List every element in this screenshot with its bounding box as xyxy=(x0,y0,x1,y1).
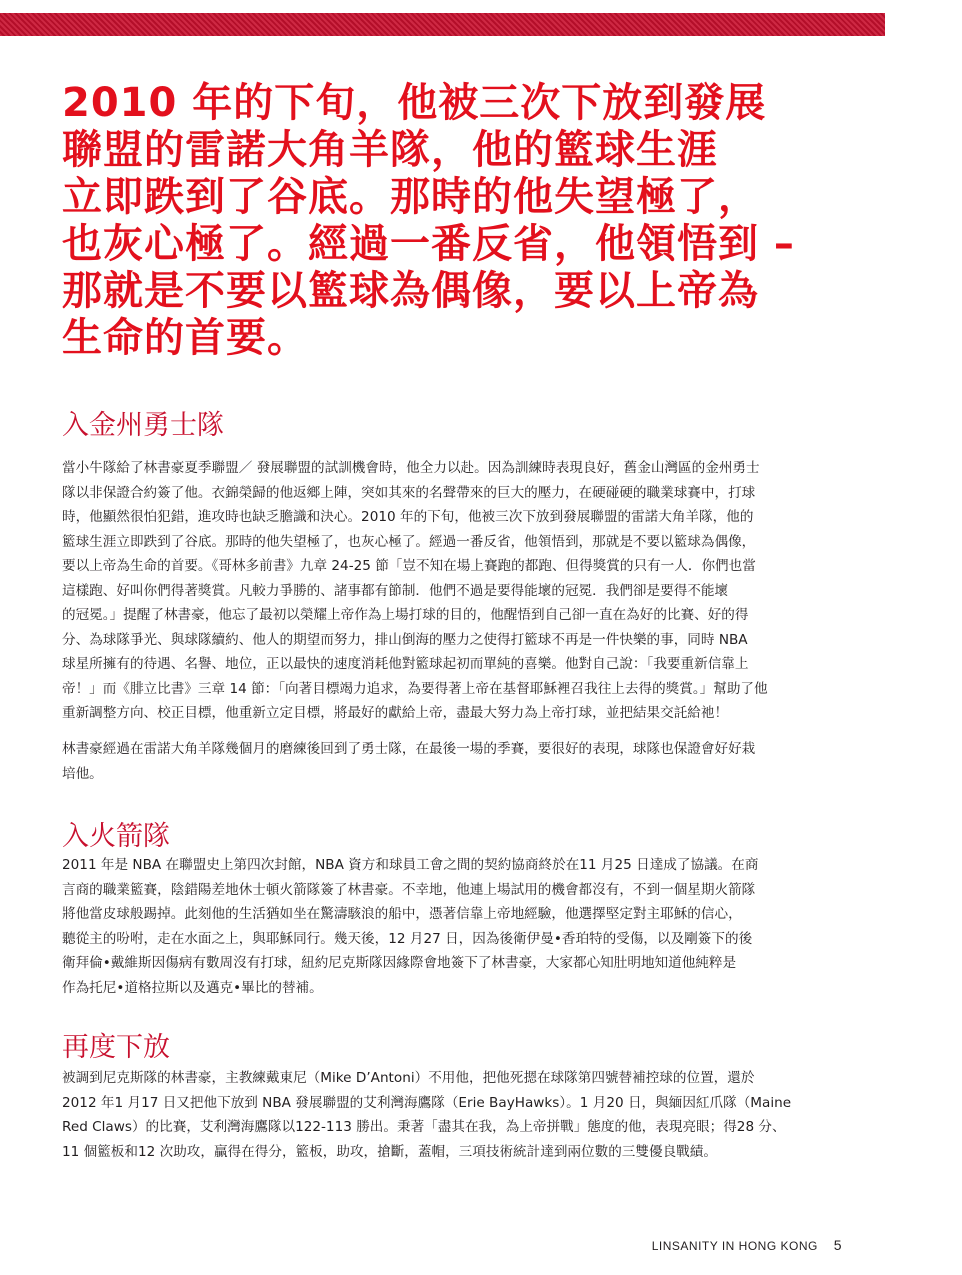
text-line: 培他。 xyxy=(62,765,103,782)
text-line: 重新調整方向、校正目標，他重新立定目標，將最好的獻給上帝，盡最大努力為上帝打球，並把結果交託給祂！ xyxy=(62,705,729,721)
text-line: 2012 年1 月17 日又把他下放到 NBA 發展聯盟的艾利灣海鷹隊（Erie BayHawks）。1 月20 日，與緬因紅爪隊（Maine xyxy=(62,1094,792,1111)
text-line: 衛拜倫•戴維斯因傷病有數周沒有打球，紐約尼克斯隊因緣際會地簽下了林書豪，大家都心知肚明地知道他純粹是 xyxy=(62,955,737,971)
text-line: 林書豪經過在雷諾大角羊隊幾個月的磨練後回到了勇士隊，在最後一場的季賽，要很好的表現，球隊也保證會好好栽 xyxy=(62,741,756,757)
text-line: 的冠冕。」提醒了林書豪，他忘了最初以榮耀上帝作為上場打球的目的，他醒悟到自己卻一直在為好的比賽、好的得 xyxy=(62,607,749,623)
section-title-rockets: 入火箭隊 xyxy=(62,821,170,852)
pull-quote-line: 立即跌到了谷底。那時的他失望極了， xyxy=(62,174,759,220)
text-line: 言商的職業籃賽，陰錯陽差地休士頓火箭隊簽了林書豪。不幸地，他連上場試用的機會都沒有，不到一個星期火箭隊 xyxy=(62,881,756,898)
paragraph-sent-down xyxy=(62,1066,842,1164)
text-line: 這樣跑、好叫你們得著獎賞。凡較力爭勝的、諸事都有節制．他們不過是要得能壞的冠冕．我們卻是要得不能壞 xyxy=(62,582,729,599)
text-line: 被調到尼克斯隊的林書豪，主教練戴東尼（Mike D’Antoni）不用他，把他死摁在球隊第四號替補控球的位置，還於 xyxy=(62,1070,755,1086)
text-line: 籃球生涯立即跌到了谷底。那時的他失望極了，也灰心極了。經過一番反省，他領悟到，那就是不要以籃球為偶像， xyxy=(62,533,756,550)
pull-quote-line: 生命的首要。 xyxy=(62,315,308,361)
footer-title: LINSANITY IN HONG KONG xyxy=(651,1239,818,1253)
pull-quote-line: 聯盟的雷諾大角羊隊，他的籃球生涯 xyxy=(62,127,718,173)
pull-quote-line: 也灰心極了。經過一番反省，他領悟到 – xyxy=(62,221,795,267)
text-line: 時，他顯然很怕犯錯，進攻時也缺乏膽識和決心。2010 年的下旬，他被三次下放到發展聯盟的雷諾大角羊隊，他的 xyxy=(62,509,754,525)
text-line: Red Claws）的比賽，艾利灣海鷹隊以122-113 勝出。秉著「盡其在我，為上帝拼戰」態度的他，表現亮眼；得28 分、 xyxy=(62,1119,786,1135)
text-line: 聽從主的吩咐，走在水面之上，與耶穌同行。幾天後，12 月27 日，因為後衛伊曼•香珀特的受傷，以及剛簽下的後 xyxy=(62,930,753,947)
text-line: 2011 年是 NBA 在聯盟史上第四次封館，NBA 資方和球員工會之間的契約協商終於在11 月25 日達成了協議。在商 xyxy=(62,857,759,873)
paragraph-rockets xyxy=(62,853,842,1000)
paragraph-warriors-2 xyxy=(62,737,842,786)
page-footer xyxy=(652,1237,842,1253)
paragraph-warriors-1 xyxy=(62,456,842,726)
pull-quote xyxy=(62,80,842,362)
text-line: 11 個籃板和12 次助攻，贏得在得分，籃板，助攻，搶斷，蓋帽，三項技術統計達到兩位數的三雙優良戰績。 xyxy=(62,1143,717,1160)
pull-quote-line: 那就是不要以籃球為偶像，要以上帝為 xyxy=(62,268,759,314)
section-title-warriors: 入金州勇士隊 xyxy=(62,410,224,441)
text-line: 當小牛隊給了林書豪夏季聯盟／ 發展聯盟的試訓機會時，他全力以赴。因為訓練時表現良好，舊金山灣區的金州勇士 xyxy=(62,460,760,476)
text-line: 作為托尼•道格拉斯以及邁克•畢比的替補。 xyxy=(62,979,323,996)
text-line: 帝！」而《腓立比書》三章 14 節：「向著目標竭力追求，為要得著上帝在基督耶穌裡召我往上去得的獎賞。」幫助了他 xyxy=(62,680,768,697)
text-line: 要以上帝為生命的首要。《哥林多前書》九章 24-25 節「豈不知在場上賽跑的都跑、但得獎賞的只有一人．你們也當 xyxy=(62,558,756,574)
text-line: 球星所擁有的待遇、名譽、地位，正以最快的速度消耗他對籃球起初而單純的喜樂。他對自己說：「我要重新信靠上 xyxy=(62,656,749,672)
text-line: 將他當皮球般踢掉。此刻他的生活猶如坐在驚濤駭浪的船中，憑著信靠上帝地經驗，他選擇堅定對主耶穌的信心， xyxy=(62,906,742,922)
top-decorative-bar xyxy=(0,13,885,36)
section-title-sent-down: 再度下放 xyxy=(62,1032,170,1063)
pull-quote-line: 2010 年的下旬，他被三次下放到發展 xyxy=(62,80,767,126)
page-number: 5 xyxy=(833,1237,842,1253)
text-line: 分、為球隊爭光、與球隊續約、他人的期望而努力，排山倒海的壓力之使得打籃球不再是一件快樂的事，同時 NBA xyxy=(62,631,748,648)
text-line: 隊以非保證合約簽了他。衣錦榮歸的他返鄉上陣，突如其來的名聲帶來的巨大的壓力，在硬碰硬的職業球賽中，打球 xyxy=(62,484,756,501)
